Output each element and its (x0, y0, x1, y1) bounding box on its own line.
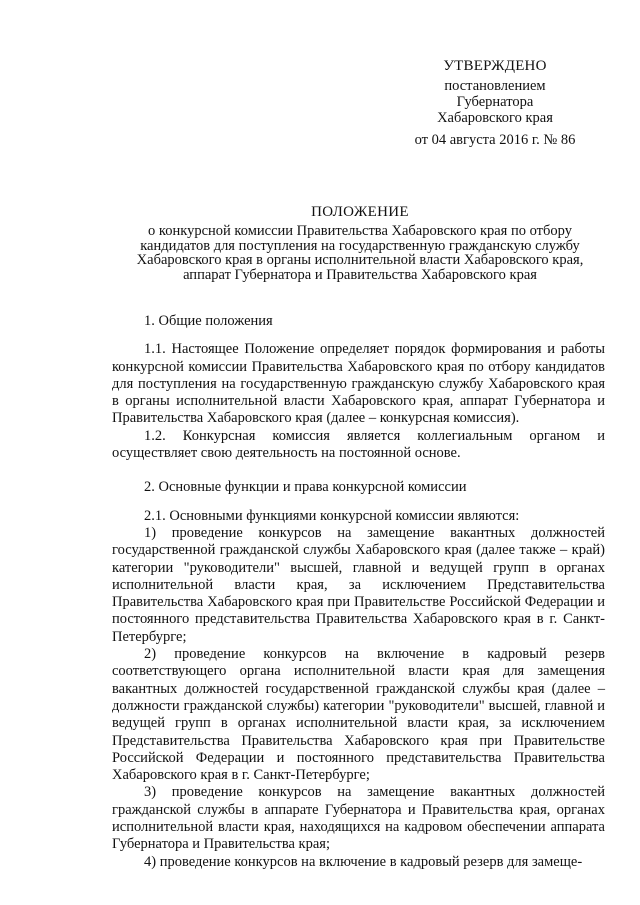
section-2-heading: 2. Основные функции и права конкурсной комиссии (144, 479, 467, 496)
subtitle-line: кандидатов для поступления на государственную гражданскую службу (140, 237, 580, 254)
list-item-3: 3) проведение конкурсов на замещение вакантных должностей гражданской службы в аппарате Губернатора и Правительства края, органах исполнительной власти края, находящихся на кадровом обеспечении аппарата Губернатора и Правительства края; (112, 784, 605, 853)
list-item-4: 4) проведение конкурсов на включение в кадровый резерв для замеще- (144, 853, 583, 870)
subtitle-line: аппарат Губернатора и Правительства Хабаровского края (183, 266, 537, 283)
subtitle-line: Хабаровского края в органы исполнительной власти Хабаровского края, (136, 252, 584, 268)
subtitle-line: о конкурсной комиссии Правительства Хабаровского края по отбору (148, 223, 572, 239)
section-1-heading: 1. Общие положения (144, 313, 273, 329)
paragraph-1-1: 1.1. Настоящее Положение определяет порядок формирования и работы конкурсной комиссии Правительства Хабаровского края по отбору кандидатов для поступления на государственную гражданскую службу Хабаровского края в органы исполнительной власти Хабаровского края, аппарат Губернатора и Правительства Хабаровского края (далее – конкурсная комиссия). (112, 341, 605, 427)
approval-date: от 04 августа 2016 г. № 86 (414, 132, 576, 148)
approval-line-resolution: постановлением (444, 78, 546, 94)
list-item-2: 2) проведение конкурсов на включение в кадровый резерв соответствующего органа исполнительной власти края для замещения вакантных должностей государственной гражданской службы края (далее – должности гражданской службы) категории "руководители" высшей, главной и ведущей групп в органах исполнительной власти края, за исключением Представительства Правительства Хабаровского края при Правительстве Российской Федерации и постоянного представительства Правительства Хабаровского края в г. Санкт-Петербурге; (112, 646, 605, 784)
approval-block (400, 58, 590, 148)
list-item-1: 1) проведение конкурсов на замещение вакантных должностей государственной гражданской службы Хабаровского края (далее также – край) категории "руководители" высшей, главной и ведущей групп в органах исполнительной власти края, за исключением Представительства Правительства Хабаровского края при Правительстве Российской Федерации и постоянного представительства Правительства Хабаровского края в г. Санкт-Петербурге; (112, 524, 605, 645)
document-body (112, 313, 605, 871)
approval-line-region: Хабаровского края (437, 110, 553, 126)
paragraph-1-2: 1.2. Конкурсная комиссия является коллегиальным органом и осуществляет свою деятельность на постоянной основе. (112, 427, 605, 462)
document-title: ПОЛОЖЕНИЕ (311, 204, 409, 220)
document-subtitle (110, 224, 610, 282)
approval-line-governor: Губернатора (456, 94, 534, 110)
paragraph-2-1: 2.1. Основными функциями конкурсной комиссии являются: (144, 507, 520, 524)
approved-heading: УТВЕРЖДЕНО (443, 58, 547, 74)
